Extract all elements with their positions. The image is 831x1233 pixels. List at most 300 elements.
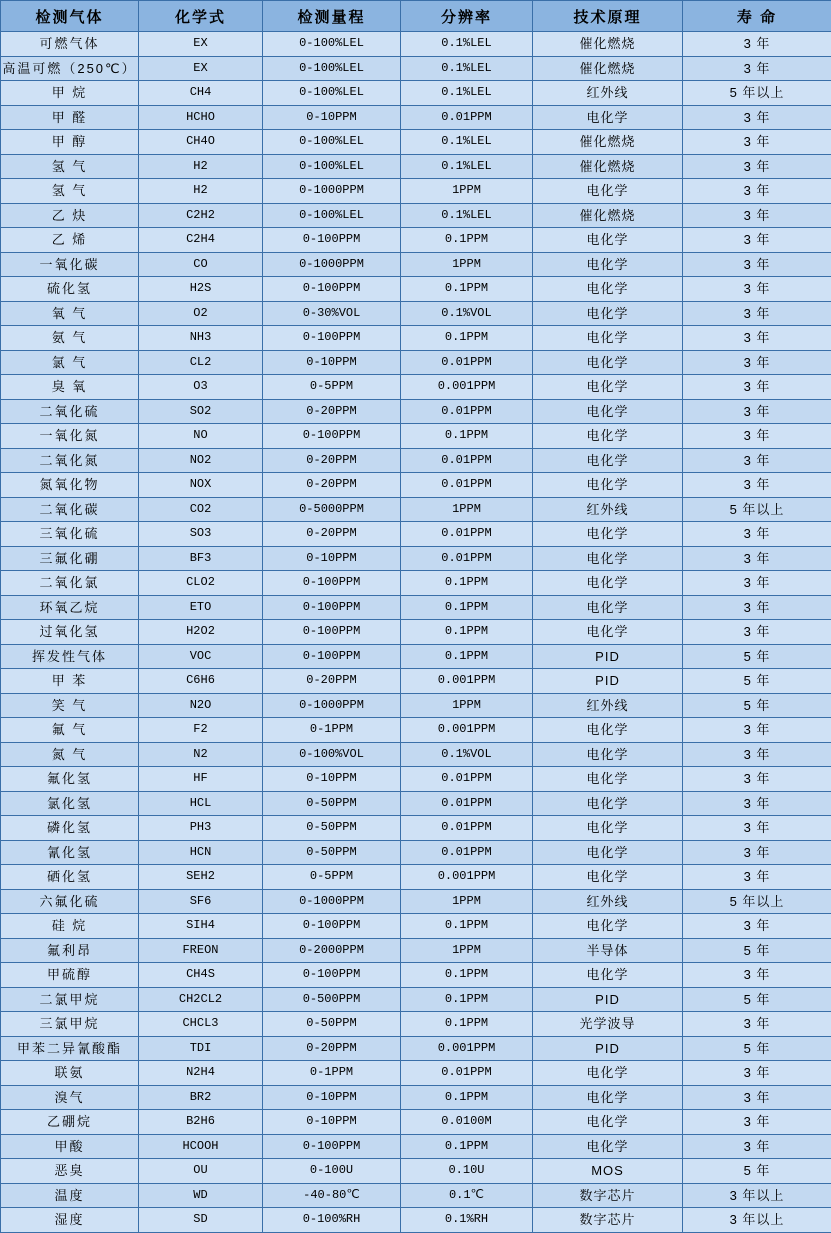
cell-lifetime: 3 年	[683, 375, 831, 400]
cell-principle: 电化学	[533, 399, 683, 424]
cell-formula: CO2	[139, 497, 263, 522]
cell-resolution: 0.1PPM	[401, 424, 533, 449]
table-row	[1, 546, 831, 571]
cell-range: 0-50PPM	[263, 840, 401, 865]
cell-formula: NOX	[139, 473, 263, 498]
cell-lifetime: 3 年	[683, 424, 831, 449]
cell-resolution: 0.1PPM	[401, 1134, 533, 1159]
table-row	[1, 105, 831, 130]
cell-lifetime: 5 年	[683, 1036, 831, 1061]
cell-formula: O3	[139, 375, 263, 400]
cell-principle: 电化学	[533, 424, 683, 449]
cell-formula: BR2	[139, 1085, 263, 1110]
cell-resolution: 0.001PPM	[401, 1036, 533, 1061]
cell-resolution: 1PPM	[401, 889, 533, 914]
cell-range: 0-100PPM	[263, 228, 401, 253]
cell-resolution: 0.1PPM	[401, 1085, 533, 1110]
cell-gas: 氟利昂	[1, 938, 139, 963]
cell-formula: H2S	[139, 277, 263, 302]
cell-principle: 电化学	[533, 301, 683, 326]
cell-range: 0-50PPM	[263, 816, 401, 841]
cell-resolution: 0.01PPM	[401, 448, 533, 473]
cell-formula: CH4	[139, 81, 263, 106]
cell-gas: 笑 气	[1, 693, 139, 718]
cell-principle: 半导体	[533, 938, 683, 963]
cell-resolution: 1PPM	[401, 252, 533, 277]
cell-range: 0-100%LEL	[263, 203, 401, 228]
cell-formula: N2O	[139, 693, 263, 718]
table-row	[1, 130, 831, 155]
cell-range: 0-100PPM	[263, 963, 401, 988]
cell-range: 0-10PPM	[263, 105, 401, 130]
cell-resolution: 0.01PPM	[401, 399, 533, 424]
cell-resolution: 0.1PPM	[401, 228, 533, 253]
cell-gas: 甲 烷	[1, 81, 139, 106]
table-row	[1, 203, 831, 228]
cell-formula: NH3	[139, 326, 263, 351]
cell-lifetime: 3 年	[683, 595, 831, 620]
cell-formula: CH2CL2	[139, 987, 263, 1012]
column-header-resolution: 分辨率	[401, 1, 533, 32]
cell-resolution: 0.1%LEL	[401, 32, 533, 57]
column-header-lifetime: 寿 命	[683, 1, 831, 32]
cell-resolution: 0.001PPM	[401, 375, 533, 400]
table-row	[1, 840, 831, 865]
cell-formula: NO	[139, 424, 263, 449]
cell-resolution: 1PPM	[401, 938, 533, 963]
cell-gas: 氮 气	[1, 742, 139, 767]
cell-lifetime: 5 年以上	[683, 497, 831, 522]
cell-formula: H2	[139, 154, 263, 179]
cell-range: 0-10PPM	[263, 350, 401, 375]
cell-lifetime: 3 年	[683, 620, 831, 645]
cell-range: 0-50PPM	[263, 1012, 401, 1037]
cell-range: 0-100PPM	[263, 571, 401, 596]
cell-range: 0-20PPM	[263, 669, 401, 694]
cell-gas: 可燃气体	[1, 32, 139, 57]
cell-principle: 电化学	[533, 963, 683, 988]
column-header-gas: 检测气体	[1, 1, 139, 32]
cell-range: -40-80℃	[263, 1183, 401, 1208]
cell-formula: SD	[139, 1208, 263, 1233]
cell-principle: 电化学	[533, 326, 683, 351]
cell-range: 0-20PPM	[263, 473, 401, 498]
cell-resolution: 0.001PPM	[401, 865, 533, 890]
cell-formula: HF	[139, 767, 263, 792]
table-row	[1, 571, 831, 596]
table-row	[1, 1085, 831, 1110]
cell-resolution: 0.01PPM	[401, 791, 533, 816]
cell-principle: 电化学	[533, 840, 683, 865]
cell-resolution: 0.1PPM	[401, 914, 533, 939]
cell-range: 0-100%LEL	[263, 32, 401, 57]
cell-lifetime: 3 年	[683, 154, 831, 179]
cell-formula: N2	[139, 742, 263, 767]
cell-resolution: 0.01PPM	[401, 473, 533, 498]
cell-principle: 电化学	[533, 546, 683, 571]
cell-range: 0-100PPM	[263, 326, 401, 351]
table-row	[1, 1110, 831, 1135]
cell-gas: 高温可燃（250℃）	[1, 56, 139, 81]
table-row	[1, 1134, 831, 1159]
table-row	[1, 718, 831, 743]
cell-principle: PID	[533, 987, 683, 1012]
cell-formula: VOC	[139, 644, 263, 669]
cell-formula: CH4S	[139, 963, 263, 988]
cell-resolution: 0.1PPM	[401, 644, 533, 669]
cell-formula: PH3	[139, 816, 263, 841]
table-row	[1, 816, 831, 841]
cell-resolution: 0.10U	[401, 1159, 533, 1184]
cell-principle: 电化学	[533, 718, 683, 743]
cell-resolution: 0.01PPM	[401, 1061, 533, 1086]
cell-principle: 电化学	[533, 179, 683, 204]
table-row	[1, 32, 831, 57]
cell-principle: 电化学	[533, 620, 683, 645]
cell-lifetime: 3 年	[683, 816, 831, 841]
cell-resolution: 0.01PPM	[401, 350, 533, 375]
column-header-range: 检测量程	[263, 1, 401, 32]
cell-range: 0-100PPM	[263, 1134, 401, 1159]
cell-resolution: 0.1PPM	[401, 1012, 533, 1037]
cell-gas: 氨 气	[1, 326, 139, 351]
cell-range: 0-100PPM	[263, 424, 401, 449]
cell-resolution: 0.001PPM	[401, 669, 533, 694]
cell-principle: 电化学	[533, 375, 683, 400]
cell-range: 0-100PPM	[263, 595, 401, 620]
cell-principle: 电化学	[533, 571, 683, 596]
cell-formula: SO2	[139, 399, 263, 424]
cell-gas: 氯 气	[1, 350, 139, 375]
cell-resolution: 0.01PPM	[401, 105, 533, 130]
cell-lifetime: 3 年	[683, 1085, 831, 1110]
cell-gas: 氢 气	[1, 179, 139, 204]
cell-gas: 氟 气	[1, 718, 139, 743]
table-row	[1, 1159, 831, 1184]
cell-principle: 数字芯片	[533, 1183, 683, 1208]
table-row	[1, 301, 831, 326]
cell-range: 0-10PPM	[263, 546, 401, 571]
cell-resolution: 1PPM	[401, 497, 533, 522]
cell-principle: 光学波导	[533, 1012, 683, 1037]
cell-gas: 氮氧化物	[1, 473, 139, 498]
table-row	[1, 522, 831, 547]
cell-formula: CH4O	[139, 130, 263, 155]
cell-range: 0-1000PPM	[263, 693, 401, 718]
table-row	[1, 56, 831, 81]
cell-formula: CLO2	[139, 571, 263, 596]
cell-formula: OU	[139, 1159, 263, 1184]
cell-lifetime: 3 年	[683, 473, 831, 498]
cell-resolution: 0.1PPM	[401, 277, 533, 302]
cell-gas: 甲 苯	[1, 669, 139, 694]
table-row	[1, 938, 831, 963]
cell-range: 0-30%VOL	[263, 301, 401, 326]
cell-formula: BF3	[139, 546, 263, 571]
cell-resolution: 0.01PPM	[401, 816, 533, 841]
cell-gas: 臭 氧	[1, 375, 139, 400]
cell-gas: 二氯甲烷	[1, 987, 139, 1012]
cell-principle: 电化学	[533, 595, 683, 620]
cell-lifetime: 5 年	[683, 1159, 831, 1184]
cell-gas: 六氟化硫	[1, 889, 139, 914]
table-row	[1, 252, 831, 277]
cell-lifetime: 3 年	[683, 1061, 831, 1086]
cell-resolution: 1PPM	[401, 179, 533, 204]
column-header-principle: 技术原理	[533, 1, 683, 32]
cell-gas: 甲苯二异氰酸酯	[1, 1036, 139, 1061]
cell-lifetime: 3 年	[683, 1110, 831, 1135]
cell-gas: 三氟化硼	[1, 546, 139, 571]
cell-lifetime: 3 年	[683, 963, 831, 988]
cell-resolution: 0.1%LEL	[401, 130, 533, 155]
cell-formula: ETO	[139, 595, 263, 620]
table-row	[1, 914, 831, 939]
cell-lifetime: 3 年	[683, 228, 831, 253]
cell-resolution: 0.1%LEL	[401, 203, 533, 228]
cell-principle: 电化学	[533, 816, 683, 841]
cell-lifetime: 3 年	[683, 571, 831, 596]
cell-gas: 乙硼烷	[1, 1110, 139, 1135]
cell-formula: FREON	[139, 938, 263, 963]
table-row	[1, 424, 831, 449]
cell-lifetime: 3 年	[683, 105, 831, 130]
table-row	[1, 1061, 831, 1086]
cell-principle: 催化燃烧	[533, 32, 683, 57]
cell-formula: EX	[139, 56, 263, 81]
cell-lifetime: 3 年	[683, 865, 831, 890]
cell-lifetime: 3 年	[683, 840, 831, 865]
cell-lifetime: 3 年	[683, 718, 831, 743]
cell-formula: C6H6	[139, 669, 263, 694]
cell-principle: 数字芯片	[533, 1208, 683, 1233]
cell-formula: SIH4	[139, 914, 263, 939]
cell-principle: 催化燃烧	[533, 203, 683, 228]
cell-lifetime: 5 年以上	[683, 889, 831, 914]
cell-range: 0-10PPM	[263, 1085, 401, 1110]
table-row	[1, 326, 831, 351]
cell-range: 0-100PPM	[263, 277, 401, 302]
cell-gas: 湿度	[1, 1208, 139, 1233]
cell-gas: 溴气	[1, 1085, 139, 1110]
cell-lifetime: 3 年	[683, 448, 831, 473]
table-row	[1, 889, 831, 914]
cell-gas: 磷化氢	[1, 816, 139, 841]
cell-formula: NO2	[139, 448, 263, 473]
table-row	[1, 669, 831, 694]
cell-resolution: 0.1%LEL	[401, 81, 533, 106]
cell-principle: 电化学	[533, 1134, 683, 1159]
cell-principle: 红外线	[533, 889, 683, 914]
cell-resolution: 0.1PPM	[401, 595, 533, 620]
cell-range: 0-5000PPM	[263, 497, 401, 522]
cell-gas: 二氧化硫	[1, 399, 139, 424]
table-row	[1, 987, 831, 1012]
cell-principle: 红外线	[533, 81, 683, 106]
cell-range: 0-100PPM	[263, 914, 401, 939]
cell-lifetime: 3 年	[683, 546, 831, 571]
cell-principle: 电化学	[533, 791, 683, 816]
table-row	[1, 448, 831, 473]
cell-principle: 电化学	[533, 1110, 683, 1135]
cell-range: 0-100U	[263, 1159, 401, 1184]
cell-principle: 红外线	[533, 497, 683, 522]
cell-range: 0-5PPM	[263, 375, 401, 400]
cell-lifetime: 3 年	[683, 767, 831, 792]
cell-gas: 甲硫醇	[1, 963, 139, 988]
cell-range: 0-500PPM	[263, 987, 401, 1012]
cell-gas: 乙 炔	[1, 203, 139, 228]
cell-range: 0-10PPM	[263, 767, 401, 792]
cell-principle: 电化学	[533, 252, 683, 277]
cell-principle: MOS	[533, 1159, 683, 1184]
cell-lifetime: 3 年	[683, 301, 831, 326]
cell-gas: 一氧化氮	[1, 424, 139, 449]
cell-range: 0-100PPM	[263, 620, 401, 645]
cell-formula: CL2	[139, 350, 263, 375]
cell-principle: 电化学	[533, 228, 683, 253]
cell-principle: 电化学	[533, 448, 683, 473]
cell-formula: TDI	[139, 1036, 263, 1061]
cell-resolution: 0.1%VOL	[401, 301, 533, 326]
cell-range: 0-1000PPM	[263, 179, 401, 204]
cell-principle: 催化燃烧	[533, 154, 683, 179]
cell-range: 0-100%VOL	[263, 742, 401, 767]
cell-gas: 氟化氢	[1, 767, 139, 792]
table-row	[1, 620, 831, 645]
table-row	[1, 693, 831, 718]
cell-gas: 过氧化氢	[1, 620, 139, 645]
cell-principle: 电化学	[533, 767, 683, 792]
cell-gas: 三氧化硫	[1, 522, 139, 547]
cell-range: 0-100%LEL	[263, 154, 401, 179]
cell-lifetime: 3 年	[683, 1012, 831, 1037]
cell-gas: 硫化氢	[1, 277, 139, 302]
cell-principle: 催化燃烧	[533, 130, 683, 155]
table-header	[1, 1, 831, 32]
cell-formula: HCOOH	[139, 1134, 263, 1159]
cell-gas: 三氯甲烷	[1, 1012, 139, 1037]
cell-formula: WD	[139, 1183, 263, 1208]
cell-formula: SO3	[139, 522, 263, 547]
cell-principle: PID	[533, 669, 683, 694]
table-row	[1, 228, 831, 253]
table-row	[1, 1036, 831, 1061]
cell-formula: HCHO	[139, 105, 263, 130]
cell-gas: 环氧乙烷	[1, 595, 139, 620]
cell-range: 0-20PPM	[263, 448, 401, 473]
cell-range: 0-1000PPM	[263, 889, 401, 914]
cell-principle: 红外线	[533, 693, 683, 718]
cell-resolution: 0.1PPM	[401, 963, 533, 988]
cell-lifetime: 3 年	[683, 791, 831, 816]
cell-resolution: 1PPM	[401, 693, 533, 718]
cell-principle: 电化学	[533, 522, 683, 547]
cell-lifetime: 3 年	[683, 32, 831, 57]
cell-range: 0-20PPM	[263, 1036, 401, 1061]
cell-gas: 一氧化碳	[1, 252, 139, 277]
table-row	[1, 644, 831, 669]
cell-lifetime: 5 年	[683, 938, 831, 963]
cell-resolution: 0.1%VOL	[401, 742, 533, 767]
cell-gas: 硒化氢	[1, 865, 139, 890]
table-row	[1, 277, 831, 302]
table-row	[1, 81, 831, 106]
table-row	[1, 375, 831, 400]
cell-lifetime: 3 年	[683, 742, 831, 767]
cell-formula: SF6	[139, 889, 263, 914]
cell-formula: C2H2	[139, 203, 263, 228]
cell-gas: 氢 气	[1, 154, 139, 179]
cell-formula: C2H4	[139, 228, 263, 253]
cell-lifetime: 5 年	[683, 644, 831, 669]
cell-principle: 电化学	[533, 350, 683, 375]
cell-gas: 甲酸	[1, 1134, 139, 1159]
cell-resolution: 0.1PPM	[401, 571, 533, 596]
cell-range: 0-100%LEL	[263, 130, 401, 155]
cell-resolution: 0.01PPM	[401, 767, 533, 792]
cell-formula: H2O2	[139, 620, 263, 645]
cell-formula: CHCL3	[139, 1012, 263, 1037]
table-row	[1, 963, 831, 988]
table-row	[1, 1012, 831, 1037]
cell-principle: 电化学	[533, 865, 683, 890]
cell-range: 0-2000PPM	[263, 938, 401, 963]
cell-gas: 恶臭	[1, 1159, 139, 1184]
cell-gas: 二氧化碳	[1, 497, 139, 522]
cell-gas: 甲 醇	[1, 130, 139, 155]
cell-lifetime: 3 年	[683, 522, 831, 547]
cell-lifetime: 3 年	[683, 399, 831, 424]
cell-range: 0-100%LEL	[263, 56, 401, 81]
cell-principle: 电化学	[533, 914, 683, 939]
cell-formula: N2H4	[139, 1061, 263, 1086]
cell-gas: 氧 气	[1, 301, 139, 326]
cell-gas: 挥发性气体	[1, 644, 139, 669]
cell-resolution: 0.1%RH	[401, 1208, 533, 1233]
table-row	[1, 399, 831, 424]
table-row	[1, 742, 831, 767]
table-row	[1, 791, 831, 816]
cell-lifetime: 3 年以上	[683, 1208, 831, 1233]
cell-formula: SEH2	[139, 865, 263, 890]
table-row	[1, 154, 831, 179]
cell-gas: 甲 醛	[1, 105, 139, 130]
cell-principle: PID	[533, 644, 683, 669]
cell-range: 0-1000PPM	[263, 252, 401, 277]
cell-formula: O2	[139, 301, 263, 326]
cell-formula: F2	[139, 718, 263, 743]
cell-principle: 电化学	[533, 1085, 683, 1110]
cell-gas: 氯化氢	[1, 791, 139, 816]
cell-range: 0-50PPM	[263, 791, 401, 816]
cell-principle: 电化学	[533, 1061, 683, 1086]
cell-lifetime: 3 年以上	[683, 1183, 831, 1208]
table-header-row	[1, 1, 831, 32]
table-row	[1, 179, 831, 204]
cell-resolution: 0.1%LEL	[401, 56, 533, 81]
cell-principle: 电化学	[533, 105, 683, 130]
cell-gas: 温度	[1, 1183, 139, 1208]
cell-formula: HCN	[139, 840, 263, 865]
table-row	[1, 595, 831, 620]
cell-lifetime: 3 年	[683, 203, 831, 228]
cell-gas: 乙 烯	[1, 228, 139, 253]
cell-resolution: 0.1PPM	[401, 620, 533, 645]
cell-range: 0-5PPM	[263, 865, 401, 890]
table-row	[1, 350, 831, 375]
table-row	[1, 865, 831, 890]
